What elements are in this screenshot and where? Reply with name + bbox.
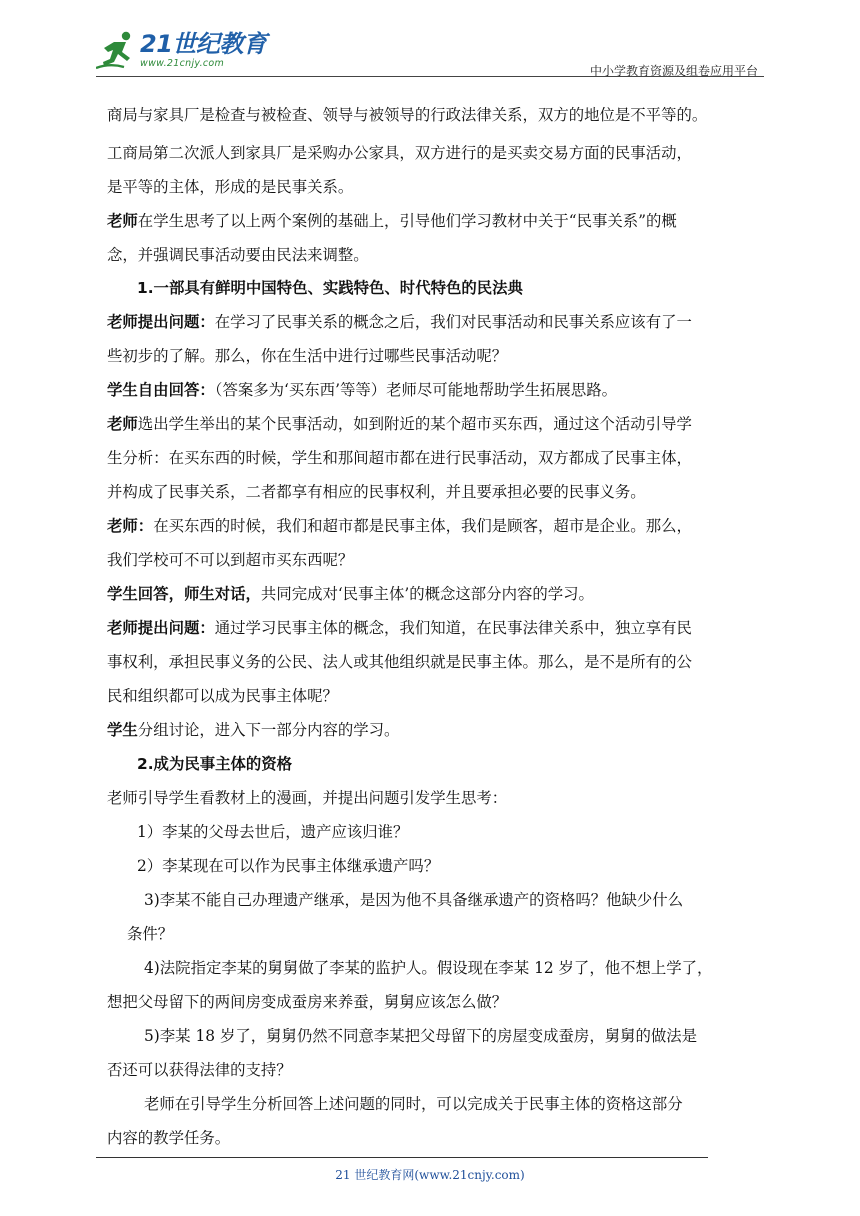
bold-text: 1.一部具有鲜明中国特色、实践特色、时代特色的民法典 (137, 279, 523, 297)
paragraph-line (107, 312, 692, 332)
paragraph-line (107, 550, 353, 570)
paragraph-line (107, 245, 369, 265)
body-text: 2）李某现在可以作为民事主体继承遗产吗？ (137, 857, 440, 875)
paragraph-line (107, 992, 507, 1012)
body-text: 5)李某 18 岁了，舅舅仍然不同意李某把父母留下的房屋变成蚕房，舅舅的做法是 (144, 1027, 698, 1045)
paragraph-line (107, 686, 338, 706)
bold-text: 老师 (107, 415, 138, 433)
bold-text: 老师 (107, 212, 138, 230)
body-text: 我们学校可不可以到超市买东西呢？ (107, 551, 354, 569)
body-text: 3)李某不能自己办理遗产继承，是因为他不具备继承遗产的资格吗？他缺少什么 (144, 891, 684, 909)
paragraph-line (137, 822, 408, 842)
body-text: 在学生思考了以上两个案例的基础上，引导他们学习教材中关于“民事关系”的概 (137, 212, 677, 230)
footer-divider (96, 1157, 708, 1158)
paragraph-line (107, 211, 677, 231)
body-text: 分组讨论，进入下一部分内容的学习。 (137, 721, 400, 739)
bold-text: 老师： (107, 517, 154, 535)
body-text: 条件？ (127, 925, 174, 943)
platform-name: 中小学教育资源及组卷应用平台 (589, 64, 758, 78)
bold-text: 老师提出问题： (107, 313, 215, 331)
body-text: 老师引导学生看教材上的漫画，并提出问题引发学生思考： (107, 789, 508, 807)
body-text: 否还可以获得法律的支持？ (107, 1061, 292, 1079)
body-text: 内容的教学任务。 (107, 1129, 231, 1147)
paragraph-line (107, 1128, 230, 1148)
bold-text: 学生 (107, 721, 138, 739)
body-text: 在买东西的时候，我们和超市都是民事主体，我们是顾客，超市是企业。那么， (153, 517, 692, 535)
footer-text: 21 世纪教育网(www.21cnjy.com) (335, 1168, 525, 1182)
body-text: 民和组织都可以成为民事主体呢？ (107, 687, 338, 705)
body-text: 些初步的了解。那么，你在生活中进行过哪些民事活动呢？ (107, 347, 508, 365)
logo-title: 21世纪教育 (140, 30, 267, 58)
body-text: 共同完成对‘民事主体’的概念这部分内容的学习。 (260, 585, 594, 603)
paragraph-line (107, 720, 399, 740)
page-header (96, 30, 764, 80)
paragraph-line (107, 1060, 292, 1080)
paragraph-line (107, 143, 692, 163)
body-text: 事权利，承担民事义务的公民、法人或其他组织就是民事主体。那么，是不是所有的公 (107, 653, 692, 671)
bold-text: 2.成为民事主体的资格 (137, 755, 293, 773)
body-text: 并构成了民事关系，二者都享有相应的民事权利，并且要承担必要的民事义务。 (107, 483, 646, 501)
logo-url: www.21cnjy.com (140, 58, 225, 69)
body-text: 在学习了民事关系的概念之后，我们对民事活动和民事关系应该有了一 (214, 313, 692, 331)
paragraph-line (107, 346, 507, 366)
paragraph-line (107, 652, 692, 672)
body-text: （答案多为‘买东西’等等）老师尽可能地帮助学生拓展思路。 (214, 381, 617, 399)
header-divider (96, 76, 764, 77)
bold-text: 学生回答，师生对话， (107, 585, 261, 603)
body-text: 老师在引导学生分析回答上述问题的同时，可以完成关于民事主体的资格这部分 (144, 1095, 683, 1113)
body-text: 选出学生举出的某个民事活动，如到附近的某个超市买东西，通过这个活动引导学 (137, 415, 692, 433)
bold-text: 学生自由回答： (107, 381, 215, 399)
paragraph-line (107, 448, 692, 468)
paragraph-line (137, 754, 292, 774)
logo (96, 30, 266, 72)
body-text: 商局与家具厂是检查与被检查、领导与被领导的行政法律关系，双方的地位是不平等的。 (107, 106, 708, 124)
paragraph-line (107, 380, 617, 400)
paragraph-line (107, 177, 353, 197)
body-text: 是平等的主体，形成的是民事关系。 (107, 178, 354, 196)
body-text: 1）李某的父母去世后，遗产应该归谁？ (137, 823, 409, 841)
paragraph-line (107, 516, 692, 536)
paragraph-line (107, 584, 594, 604)
body-text: 想把父母留下的两间房变成蚕房来养蚕，舅舅应该怎么做？ (107, 993, 508, 1011)
bold-text: 老师提出问题： (107, 619, 215, 637)
body-text: 念，并强调民事活动要由民法来调整。 (107, 246, 369, 264)
paragraph-line (144, 890, 683, 910)
body-text: 生分析：在买东西的时候，学生和那间超市都在进行民事活动，双方都成了民事主体， (107, 449, 692, 467)
paragraph-line (144, 1026, 697, 1046)
paragraph-line (137, 278, 523, 298)
body-text: 4)法院指定李某的舅舅做了李某的监护人。假设现在李某 12 岁了，他不想上学了， (144, 959, 713, 977)
paragraph-line (144, 958, 712, 978)
paragraph-line (107, 414, 692, 434)
paragraph-line (144, 1094, 683, 1114)
runner-logo-icon (96, 30, 138, 72)
body-text: 通过学习民事主体的概念，我们知道，在民事法律关系中，独立享有民 (214, 619, 692, 637)
paragraph-line (107, 618, 692, 638)
paragraph-line (127, 924, 173, 944)
paragraph-line (107, 482, 646, 502)
paragraph-line (107, 105, 707, 125)
paragraph-line (107, 788, 507, 808)
body-text: 工商局第二次派人到家具厂是采购办公家具，双方进行的是买卖交易方面的民事活动， (107, 144, 692, 162)
paragraph-line (137, 856, 439, 876)
